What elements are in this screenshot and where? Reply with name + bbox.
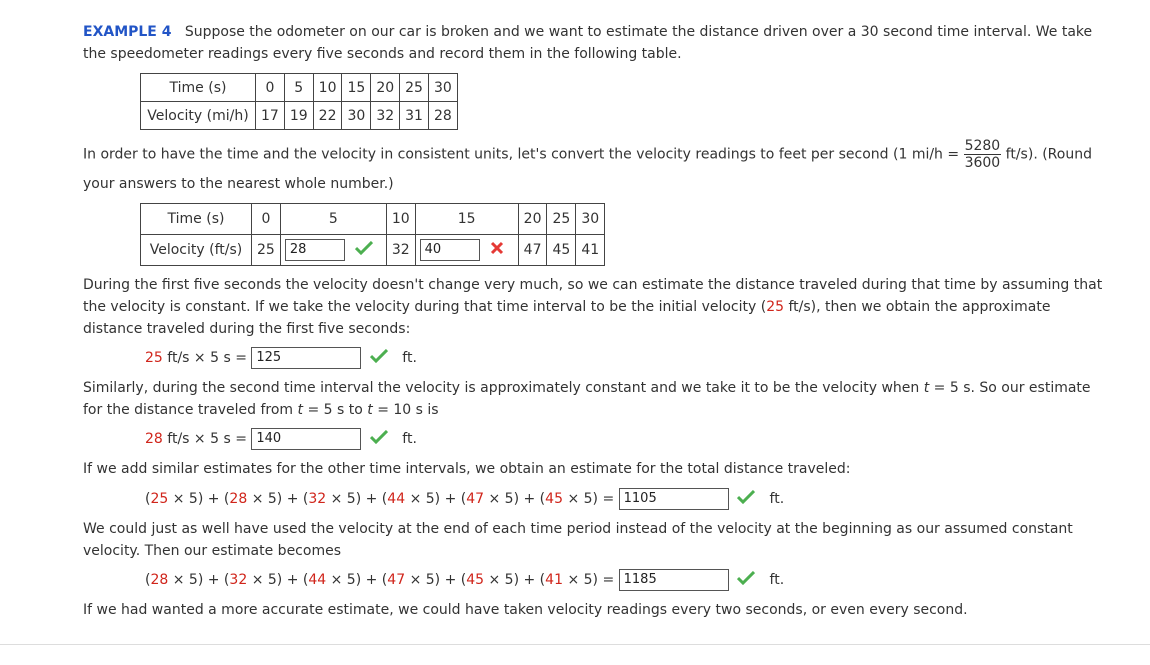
para1-text: ft/s), then we obtain the approximate bbox=[784, 299, 1051, 315]
equation-text: ft/s × 5 s = bbox=[162, 350, 247, 366]
table-cell: 0 bbox=[252, 204, 281, 235]
mult-text: × 5 bbox=[488, 491, 514, 507]
highlight-value: 32 bbox=[308, 491, 327, 507]
para4-line1: We could just as well have used the velocity at the end of each time period instead of the velocity at the beginning as our assumed constant bbox=[83, 521, 1073, 537]
para5: If we had wanted a more accurate estimate, we could have taken velocity readings every two seconds, or even every second. bbox=[83, 602, 968, 618]
variable-t: t bbox=[923, 380, 930, 396]
table-cell: 0 bbox=[256, 74, 285, 102]
check-icon bbox=[370, 349, 388, 367]
distance-first-interval-input[interactable]: 125 bbox=[251, 347, 361, 369]
time-header: Time (s) bbox=[141, 204, 252, 235]
equation-3 bbox=[145, 488, 784, 510]
fraction-denominator: 3600 bbox=[964, 155, 1001, 171]
mult-text: × 5 bbox=[409, 491, 435, 507]
table-cell bbox=[415, 235, 518, 266]
para4-line2: velocity. Then our estimate becomes bbox=[83, 543, 341, 559]
highlight-value: 28 bbox=[150, 572, 169, 588]
table-cell: 30 bbox=[428, 74, 457, 102]
table-cell: 41 bbox=[576, 235, 605, 266]
fps-table bbox=[140, 203, 605, 266]
velocity-header: Velocity (ft/s) bbox=[141, 235, 252, 266]
table-cell: 19 bbox=[284, 102, 313, 130]
highlight-value: 47 bbox=[387, 572, 406, 588]
table-row bbox=[141, 235, 605, 266]
mult-text: × 5 bbox=[330, 572, 356, 588]
mult-text: × 5 bbox=[251, 572, 277, 588]
para1-line1: During the first five seconds the velocity doesn't change very much, so we can estimate the distance traveled during that time by assuming that bbox=[83, 277, 1103, 293]
check-icon bbox=[370, 430, 388, 448]
highlight-value: 28 bbox=[229, 491, 248, 507]
highlight-value: 45 bbox=[545, 491, 563, 507]
table-cell: 30 bbox=[576, 204, 605, 235]
highlight-value: 47 bbox=[466, 491, 485, 507]
sum-expression: (25 × 5) + (28 × 5) + (32 × 5) + (44 × 5) + (47 × 5) + (45 × 5) = bbox=[145, 491, 615, 507]
table-row bbox=[141, 74, 458, 102]
distance-second-interval-input[interactable]: 140 bbox=[251, 428, 361, 450]
highlight-value: 44 bbox=[308, 572, 327, 588]
table-cell: 10 bbox=[386, 204, 415, 235]
intro-line-2: the speedometer readings every five seconds and record them in the following table. bbox=[83, 46, 682, 62]
mult-text: × 5 bbox=[488, 572, 514, 588]
mult-text: × 5 bbox=[330, 491, 356, 507]
conversion-fraction bbox=[964, 138, 1002, 171]
mult-text: × 5 bbox=[172, 491, 198, 507]
table-cell: 5 bbox=[280, 204, 386, 235]
table-cell: 20 bbox=[518, 204, 547, 235]
check-icon bbox=[355, 241, 373, 259]
equation-text: ft/s × 5 s = bbox=[162, 431, 247, 447]
para2-line1 bbox=[83, 380, 1091, 396]
table-cell: 10 bbox=[313, 74, 342, 102]
para2-text: Similarly, during the second time interval the velocity is approximately constant and we take it to be the velocity when bbox=[83, 380, 924, 396]
cross-icon bbox=[490, 241, 504, 259]
table-cell: 32 bbox=[386, 235, 415, 266]
mult-text: × 5 bbox=[409, 572, 435, 588]
check-icon bbox=[737, 490, 755, 508]
table-cell: 25 bbox=[252, 235, 281, 266]
conversion-text-a: In order to have the time and the velocity in consistent units, let's convert the velocity readings to feet per second (1 mi/h = bbox=[83, 146, 960, 163]
table-cell bbox=[280, 235, 386, 266]
table-cell: 47 bbox=[518, 235, 547, 266]
table-cell: 28 bbox=[428, 102, 457, 130]
para2-text: for the distance traveled from bbox=[83, 402, 298, 418]
table-cell: 30 bbox=[342, 102, 371, 130]
para1-text: the velocity is constant. If we take the velocity during that time interval to be the initial velocity ( bbox=[83, 299, 767, 315]
intro-line-1: Suppose the odometer on our car is broken and we want to estimate the distance driven over a 30 second time interval. We take bbox=[184, 24, 1093, 40]
table-cell: 15 bbox=[342, 74, 371, 102]
para2-line2 bbox=[83, 402, 439, 418]
mult-text: × 5 bbox=[567, 491, 593, 507]
table-cell: 25 bbox=[400, 74, 429, 102]
sum-expression: (28 × 5) + (32 × 5) + (44 × 5) + (47 × 5) + (45 × 5) + (41 × 5) = bbox=[145, 572, 615, 588]
conversion-line bbox=[83, 138, 1092, 171]
table-cell: 20 bbox=[371, 74, 400, 102]
total-right-estimate-input[interactable]: 1185 bbox=[619, 569, 729, 591]
para2-text: = 5 s. So our estimate bbox=[929, 380, 1091, 396]
highlight-value: 28 bbox=[145, 431, 163, 447]
para2-text: = 10 s is bbox=[372, 402, 439, 418]
table-cell: 45 bbox=[547, 235, 576, 266]
equation-4 bbox=[145, 569, 784, 591]
para1-line2 bbox=[83, 299, 1050, 315]
highlight-value: 41 bbox=[545, 572, 563, 588]
fraction-numerator: 5280 bbox=[964, 138, 1001, 154]
equation-2 bbox=[145, 428, 417, 450]
para2-text: = 5 s to bbox=[303, 402, 368, 418]
unit-label: ft. bbox=[769, 491, 785, 507]
check-icon bbox=[737, 571, 755, 589]
conversion-text-b: ft/s). (Round bbox=[1005, 146, 1092, 163]
velocity-5s-answer-input[interactable]: 28 bbox=[285, 239, 345, 261]
velocity-15s-answer-input[interactable]: 40 bbox=[420, 239, 480, 261]
variable-t: t bbox=[367, 402, 373, 418]
highlight-value: 45 bbox=[466, 572, 485, 588]
table-cell: 25 bbox=[547, 204, 576, 235]
table-cell: 31 bbox=[400, 102, 429, 130]
table-row bbox=[141, 204, 605, 235]
table-cell: 5 bbox=[284, 74, 313, 102]
highlight-value: 25 bbox=[145, 350, 163, 366]
table-cell: 15 bbox=[415, 204, 518, 235]
highlight-value: 25 bbox=[150, 491, 169, 507]
total-left-estimate-input[interactable]: 1105 bbox=[619, 488, 729, 510]
example-label: EXAMPLE 4 bbox=[83, 24, 172, 40]
mult-text: × 5 bbox=[172, 572, 198, 588]
mult-text: × 5 bbox=[567, 572, 593, 588]
table-row bbox=[141, 102, 458, 130]
mult-text: × 5 bbox=[251, 491, 277, 507]
unit-label: ft. bbox=[402, 431, 417, 447]
unit-label: ft. bbox=[402, 350, 417, 366]
para3: If we add similar estimates for the other time intervals, we obtain an estimate for the total distance traveled: bbox=[83, 461, 851, 477]
equation-1 bbox=[145, 347, 417, 369]
para1-line3: distance traveled during the first five seconds: bbox=[83, 321, 411, 337]
table-cell: 22 bbox=[313, 102, 342, 130]
unit-label: ft. bbox=[769, 572, 785, 588]
bottom-divider bbox=[0, 644, 1150, 645]
table-cell: 17 bbox=[256, 102, 285, 130]
time-header: Time (s) bbox=[141, 74, 256, 102]
highlight-value: 44 bbox=[387, 491, 406, 507]
velocity-header: Velocity (mi/h) bbox=[141, 102, 256, 130]
example-intro bbox=[83, 24, 1092, 40]
highlight-value: 32 bbox=[229, 572, 248, 588]
table-cell: 32 bbox=[371, 102, 400, 130]
conversion-text-c: your answers to the nearest whole number.) bbox=[83, 176, 394, 192]
variable-t: t bbox=[297, 402, 303, 418]
highlight-value: 25 bbox=[766, 299, 785, 315]
mph-table bbox=[140, 73, 458, 130]
